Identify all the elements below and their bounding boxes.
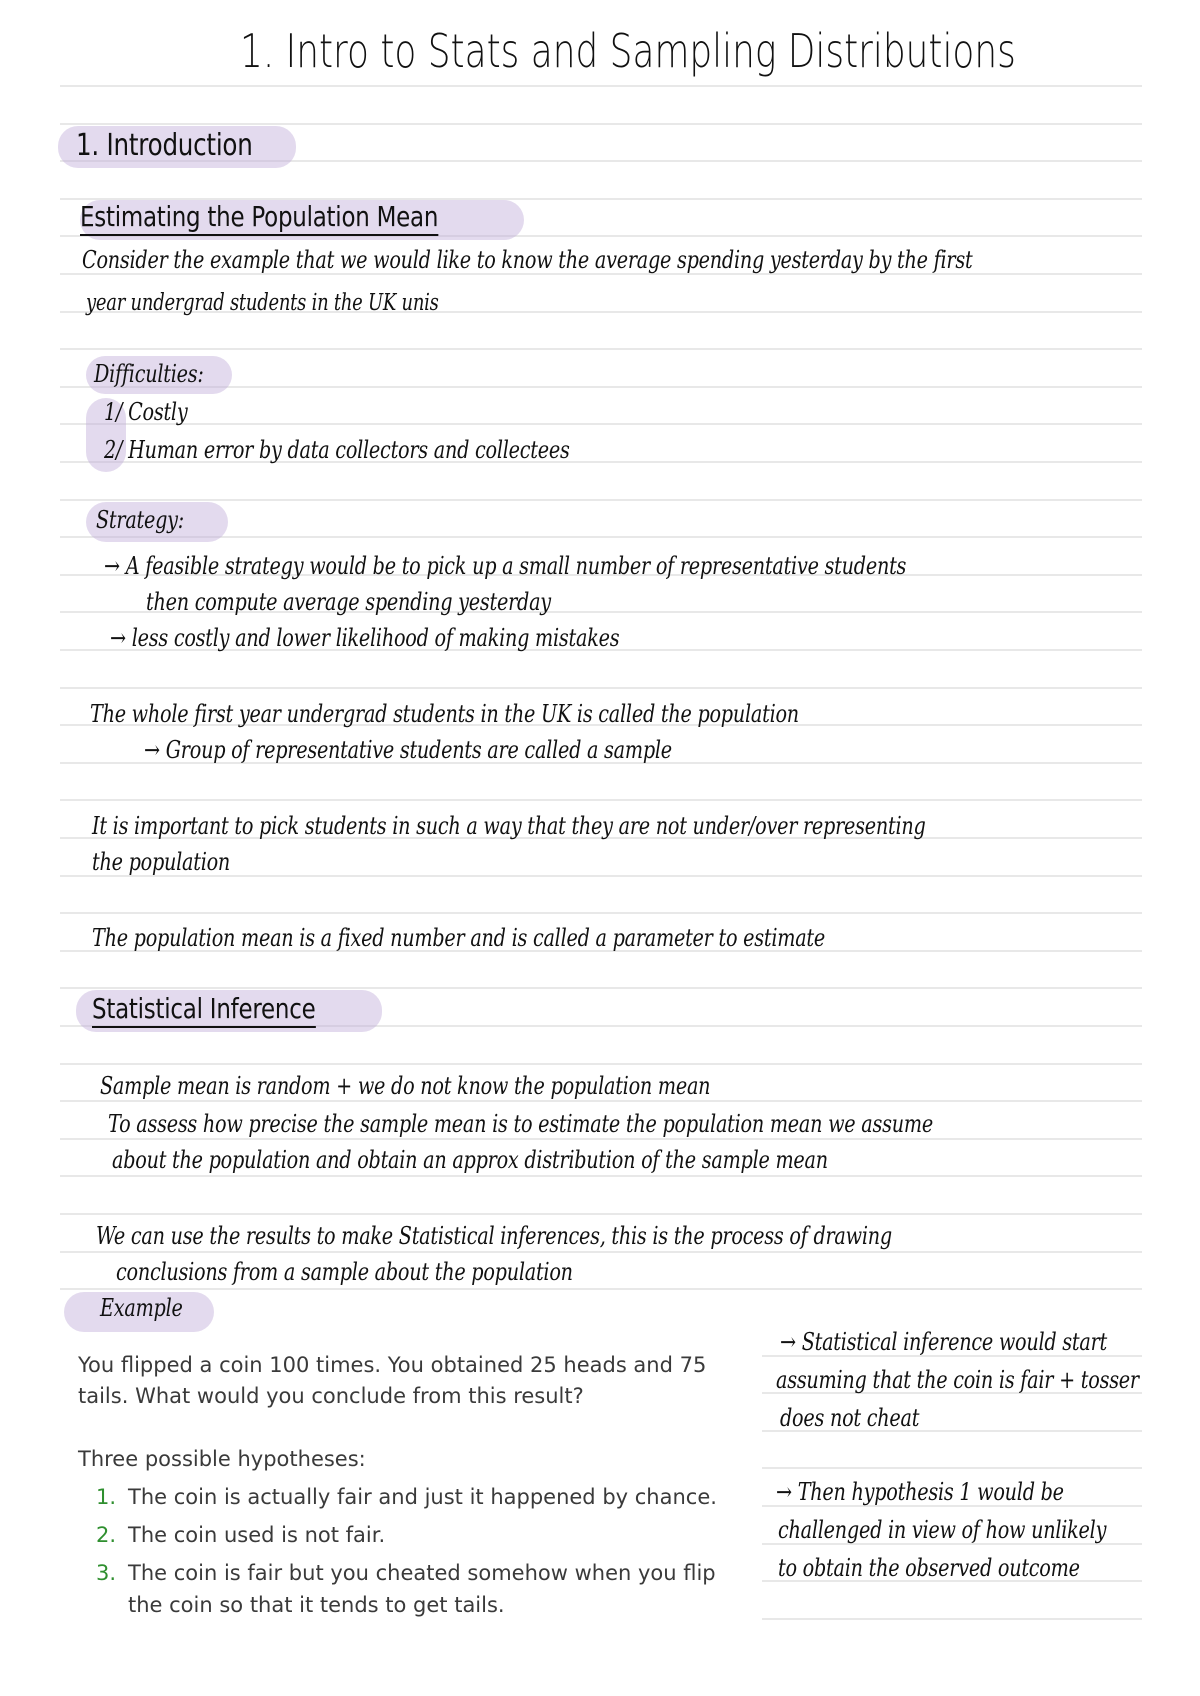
intro-line-1: Consider the example that we would like to know the average spending yesterday by the first [82, 246, 973, 274]
inference-line-1: Sample mean is random + we do not know the population mean [100, 1072, 711, 1100]
inference-line-3: about the population and obtain an approx distribution of the sample mean [112, 1146, 828, 1174]
side-note-2-line-3: to obtain the observed outcome [778, 1554, 1080, 1582]
hypothesis-continuation: the coin so that it tends to get tails. [128, 1593, 505, 1617]
hypothesis-text: The coin used is not fair. [128, 1523, 386, 1547]
hypotheses-intro: Three possible hypotheses: [78, 1447, 366, 1471]
hypothesis-item [96, 1558, 716, 1589]
difficulty-1: 1/ Costly [104, 398, 188, 426]
population-line-1: The whole first year undergrad students in the UK is called the population [90, 700, 799, 728]
inference-line-2: To assess how precise the sample mean is to estimate the population mean we assume [108, 1110, 933, 1138]
example-heading: Example [100, 1294, 183, 1322]
side-note-1-line-2: assuming that the coin is fair + tosser [776, 1366, 1139, 1394]
hypothesis-number: 2. [96, 1523, 117, 1547]
example-question-line-1: You flipped a coin 100 times. You obtained 25 heads and 75 [78, 1353, 707, 1377]
example-question [78, 1350, 706, 1412]
difficulty-2: 2/ Human error by data collectors and collectees [104, 436, 570, 464]
side-note-1-line-1: → Statistical inference would start [780, 1328, 1108, 1356]
strategy-line-1: → A feasible strategy would be to pick up a small number of representative students [104, 552, 907, 580]
population-line-2: → Group of representative students are called a sample [144, 736, 672, 764]
important-line-2: the population [92, 848, 231, 876]
side-note-2-line-2: challenged in view of how unlikely [778, 1516, 1107, 1544]
hypothesis-number: 1. [96, 1485, 117, 1509]
difficulties-heading: Difficulties: [94, 360, 204, 388]
parameter-line: The population mean is a fixed number and is called a parameter to estimate [92, 924, 826, 952]
hypothesis-text: The coin is actually fair and just it happened by chance. [128, 1485, 717, 1509]
subheading-statistical-inference: Statistical Inference [92, 992, 315, 1028]
hypothesis-number: 3. [96, 1561, 117, 1585]
side-note-2-line-1: → Then hypothesis 1 would be [776, 1478, 1064, 1506]
side-note-1-line-3: does not cheat [780, 1404, 920, 1432]
page-title: 1. Intro to Stats and Sampling Distributions [240, 24, 1016, 78]
hypothesis-item [96, 1520, 385, 1551]
strategy-line-3: → less costly and lower likelihood of making mistakes [110, 624, 620, 652]
intro-line-2: year undergrad students in the UK unis [86, 290, 439, 316]
strategy-heading: Strategy: [96, 506, 185, 534]
important-line-1: It is important to pick students in such a way that they are not under/over representing [92, 812, 926, 840]
conclusion-line-1: We can use the results to make Statistical inferences, this is the process of drawing [96, 1222, 892, 1250]
section-heading-introduction: 1. Introduction [76, 128, 253, 163]
strategy-line-2: then compute average spending yesterday [146, 588, 551, 616]
example-question-line-2: tails. What would you conclude from this result? [78, 1384, 584, 1408]
subheading-estimating-mean: Estimating the Population Mean [80, 200, 438, 236]
conclusion-line-2: conclusions from a sample about the population [116, 1258, 573, 1286]
hypothesis-text: The coin is fair but you cheated somehow when you flip [128, 1561, 716, 1585]
hypothesis-item [96, 1482, 717, 1513]
